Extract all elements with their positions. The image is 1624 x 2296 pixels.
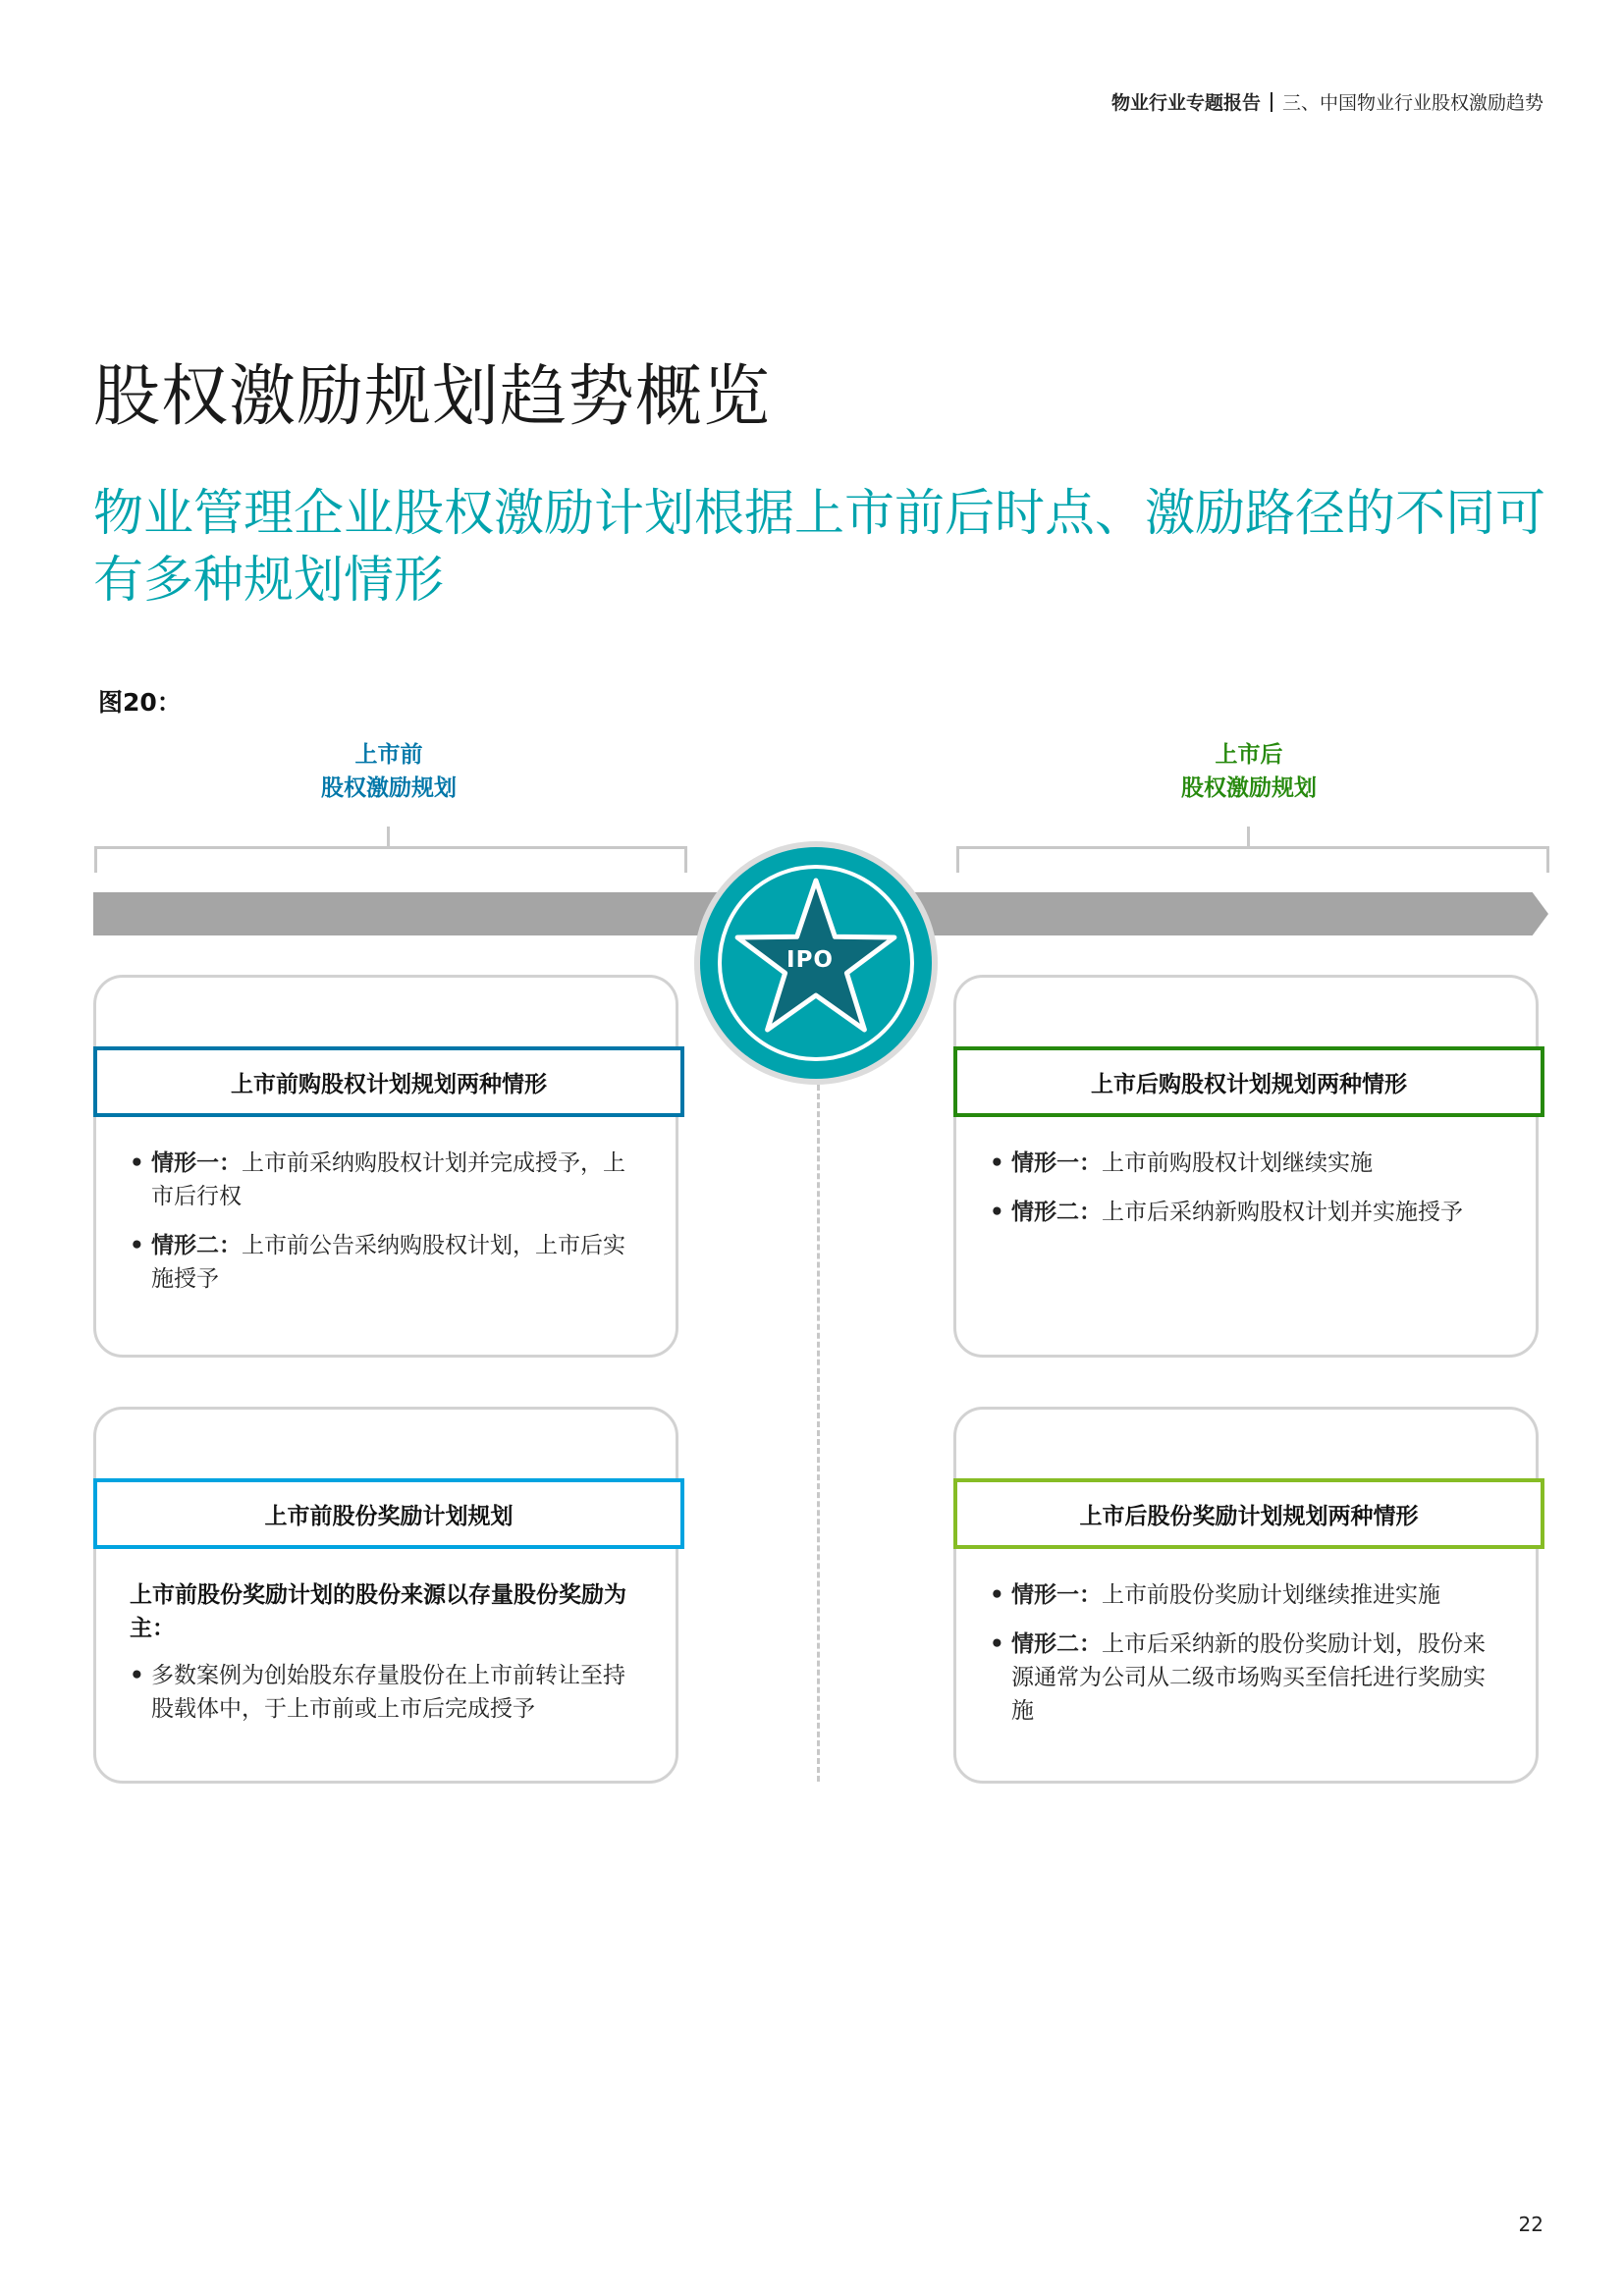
list-item [130,1659,642,1726]
scenario-tag: 情形二： [1011,1200,1102,1225]
ipo-label: IPO [786,947,834,973]
scenario-tag: 情形二： [1011,1631,1102,1657]
phase-pre-line2: 股权激励规划 [321,775,457,801]
phase-pre-ipo-label [192,738,585,805]
card-title: 上市前购股权计划规划两种情形 [93,1046,684,1117]
bullet-list [990,1147,1502,1229]
ipo-badge [694,841,938,1085]
bullet-list [130,1659,642,1726]
list-item [990,1196,1502,1229]
card-lead-text: 上市前股份奖励计划的股份来源以存量股份奖励为主： [130,1582,626,1641]
header-separator [1271,92,1272,112]
card-pre-ipo-share-award [93,1407,678,1784]
scenario-tag: 情形一： [151,1150,242,1176]
scenario-text: 上市后采纳新购股权计划并实施授予 [1102,1200,1463,1225]
list-item [990,1628,1502,1728]
bullet-list [130,1147,642,1296]
card-pre-ipo-options [93,975,678,1358]
figure-label: 图20： [98,688,182,717]
phase-post-line2: 股权激励规划 [1181,775,1317,801]
scenario-tag: 情形二： [151,1233,242,1258]
phase-post-ipo-label [1053,738,1445,805]
scenario-tag: 情形一： [1011,1582,1102,1608]
scenario-text: 上市前采纳购股权计划并完成授予，上市后行权 [151,1150,625,1209]
card-title: 上市后股份奖励计划规划两种情形 [953,1478,1544,1549]
bracket-tick-post [1247,827,1250,848]
phase-pre-line1: 上市前 [354,742,423,768]
card-post-ipo-share-award [953,1407,1539,1784]
report-name: 物业行业专题报告 [1110,92,1261,114]
card-title: 上市前股份奖励计划规划 [93,1478,684,1549]
card-post-ipo-options [953,975,1539,1358]
bracket-tick-pre [387,827,390,848]
scenario-text: 上市前股份奖励计划继续推进实施 [1102,1582,1440,1608]
center-divider [817,1085,820,1782]
bracket-pre [94,846,687,873]
list-item [990,1578,1502,1612]
running-header [1111,88,1543,115]
page-subtitle: 物业管理企业股权激励计划根据上市前后时点、激励路径的不同可有多种规划情形 [93,485,1546,610]
list-item [130,1229,642,1296]
section-name: 三、中国物业行业股权激励趋势 [1281,92,1543,114]
scenario-text: 上市前购股权计划继续实施 [1102,1150,1373,1176]
scenario-text: 上市后采纳新的股份奖励计划，股份来源通常为公司从二级市场购买至信托进行奖励实施 [1011,1631,1486,1724]
scenario-text: 多数案例为创始股东存量股份在上市前转让至持股载体中，于上市前或上市后完成授予 [151,1663,625,1722]
list-item [990,1147,1502,1180]
page-number: 22 [1518,2213,1543,2236]
list-item [130,1147,642,1213]
phase-post-line1: 上市后 [1215,742,1283,768]
scenario-tag: 情形一： [1011,1150,1102,1176]
card-title: 上市后购股权计划规划两种情形 [953,1046,1544,1117]
bullet-list [990,1578,1502,1728]
bracket-post [956,846,1549,873]
scenario-text: 上市前公告采纳购股权计划，上市后实施授予 [151,1233,625,1292]
page-title: 股权激励规划趋势概览 [93,358,772,436]
